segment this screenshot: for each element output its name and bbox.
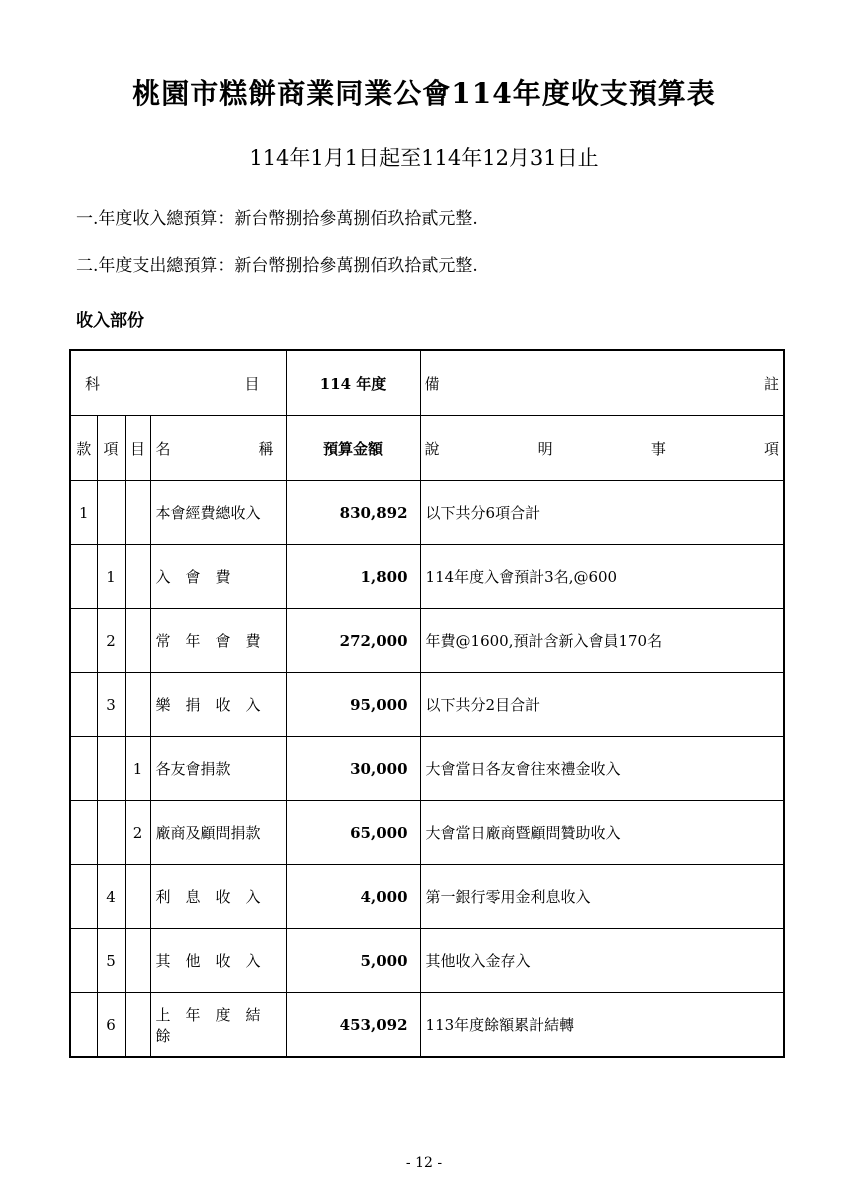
header-subject-right: 目	[244, 374, 260, 393]
income-total-line: 一.年度收入總預算：新台幣捌拾參萬捌佰玖拾貳元整.	[76, 209, 478, 229]
row-amount: 830,892	[286, 481, 420, 545]
header-kuan: 款	[70, 416, 97, 481]
header-note-right: 註	[763, 374, 779, 393]
table-row	[70, 545, 784, 609]
header-explain-char: 明	[537, 439, 553, 458]
row-note: 大會當日各友會往來禮金收入	[420, 737, 784, 801]
table-header-row	[70, 350, 784, 416]
header-year: 114 年度	[286, 350, 420, 416]
table-row	[70, 801, 784, 865]
row-mu	[125, 993, 150, 1058]
row-kuan	[70, 865, 97, 929]
table-row	[70, 737, 784, 801]
row-amount: 4,000	[286, 865, 420, 929]
row-mu	[125, 545, 150, 609]
row-name: 本會經費總收入	[150, 481, 286, 545]
row-kuan	[70, 929, 97, 993]
row-name: 各友會捐款	[150, 737, 286, 801]
table-row	[70, 865, 784, 929]
row-xiang	[97, 737, 125, 801]
row-mu	[125, 673, 150, 737]
row-mu	[125, 929, 150, 993]
income-budget-table	[69, 349, 785, 1058]
header-name-left: 名	[155, 439, 171, 458]
table-header-row	[70, 416, 784, 481]
row-note: 以下共分6項合計	[420, 481, 784, 545]
row-kuan	[70, 545, 97, 609]
row-amount: 5,000	[286, 929, 420, 993]
budget-period: 114年1月1日起至114年12月31日止	[249, 146, 599, 170]
row-amount: 1,800	[286, 545, 420, 609]
header-note-left: 備	[424, 374, 440, 393]
header-mu: 目	[125, 416, 150, 481]
row-xiang: 1	[97, 545, 125, 609]
row-kuan	[70, 993, 97, 1058]
row-note: 114年度入會預計3名,@600	[420, 545, 784, 609]
row-xiang	[97, 481, 125, 545]
row-name: 上 年 度 結 餘	[150, 993, 286, 1058]
row-note: 第一銀行零用金利息收入	[420, 865, 784, 929]
row-name: 其 他 收 入	[150, 929, 286, 993]
row-kuan	[70, 609, 97, 673]
row-kuan: 1	[70, 481, 97, 545]
row-xiang: 5	[97, 929, 125, 993]
header-xiang: 項	[97, 416, 125, 481]
row-amount: 95,000	[286, 673, 420, 737]
header-explain-char: 事	[650, 439, 666, 458]
document-title: 桃園市糕餅商業同業公會114年度收支預算表	[132, 77, 716, 110]
row-amount: 65,000	[286, 801, 420, 865]
row-xiang: 4	[97, 865, 125, 929]
row-note: 大會當日廠商暨顧問贊助收入	[420, 801, 784, 865]
row-name: 廠商及顧問捐款	[150, 801, 286, 865]
row-note: 113年度餘額累計結轉	[420, 993, 784, 1058]
header-explain-char: 項	[763, 439, 779, 458]
row-name: 常 年 會 費	[150, 609, 286, 673]
row-note: 其他收入金存入	[420, 929, 784, 993]
row-amount: 30,000	[286, 737, 420, 801]
header-amount: 預算金額	[286, 416, 420, 481]
row-amount: 453,092	[286, 993, 420, 1058]
row-kuan	[70, 801, 97, 865]
row-amount: 272,000	[286, 609, 420, 673]
row-name: 入 會 費	[150, 545, 286, 609]
table-row	[70, 609, 784, 673]
row-mu: 1	[125, 737, 150, 801]
table-row	[70, 929, 784, 993]
row-xiang: 6	[97, 993, 125, 1058]
row-name: 利 息 收 入	[150, 865, 286, 929]
page-number: - 12 -	[405, 1155, 443, 1171]
header-subject-left: 科	[85, 374, 101, 393]
row-xiang: 2	[97, 609, 125, 673]
row-xiang	[97, 801, 125, 865]
row-name: 樂 捐 收 入	[150, 673, 286, 737]
header-explain-cell	[420, 416, 784, 481]
row-kuan	[70, 673, 97, 737]
table-row	[70, 673, 784, 737]
row-mu: 2	[125, 801, 150, 865]
row-note: 以下共分2目合計	[420, 673, 784, 737]
header-name-right: 稱	[258, 439, 274, 458]
header-name-cell	[150, 416, 286, 481]
table-row	[70, 481, 784, 545]
row-mu	[125, 865, 150, 929]
header-subject-cell	[70, 350, 286, 416]
header-note-cell	[420, 350, 784, 416]
row-kuan	[70, 737, 97, 801]
table-row	[70, 993, 784, 1058]
expense-total-line: 二.年度支出總預算：新台幣捌拾參萬捌佰玖拾貳元整.	[76, 256, 478, 276]
row-note: 年費@1600,預計含新入會員170名	[420, 609, 784, 673]
row-mu	[125, 609, 150, 673]
header-explain-char: 說	[424, 439, 440, 458]
row-xiang: 3	[97, 673, 125, 737]
row-mu	[125, 481, 150, 545]
section-title: 收入部份	[76, 311, 144, 331]
